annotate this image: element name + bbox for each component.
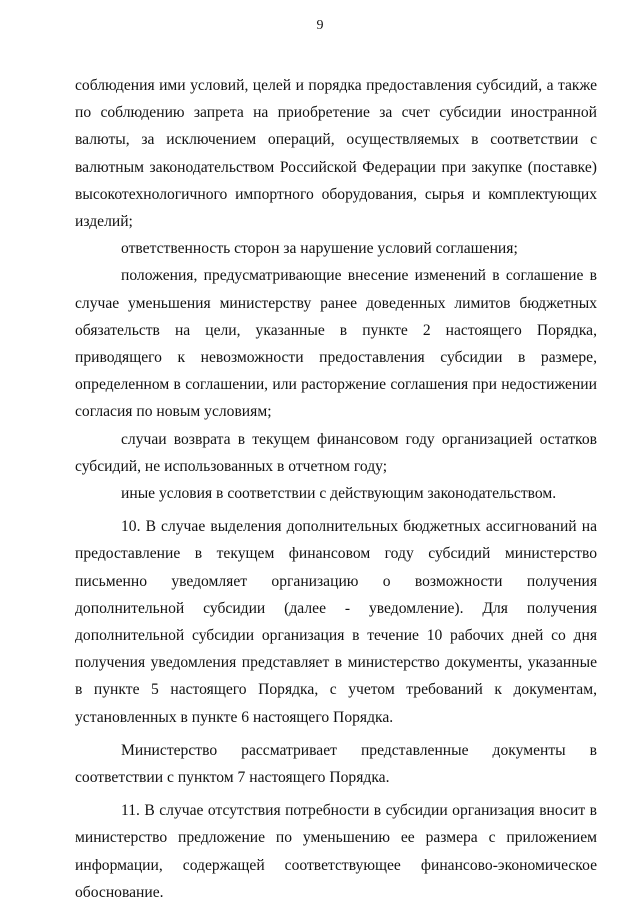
paragraph-other-conditions: иные условия в соответствии с действующим законодательством.: [121, 485, 557, 503]
paragraph-return-cases: случаи возврата в текущем финансовом году организацией остатков субсидий, не использованных в отчетном году;: [75, 430, 597, 475]
paragraph-item-10: 10. В случае выделения дополнительных бюджетных ассигнований на предоставление в текущем финансовом году субсидий министерство письменно уведомляет организацию о возможности получения дополнительной субсидии (далее - уведомление). Для получения дополнительной субсидии организация в течение 10 рабочих дней со дня получения уведомления представляет в министерство документы, указанные в пункте 5 настоящего Порядка, с учетом требований к документам, установленных в пункте 6 настоящего Порядка.: [75, 518, 597, 726]
document-body: [75, 72, 597, 906]
paragraph-responsibility: ответственность сторон за нарушение условий соглашения;: [121, 240, 518, 258]
paragraph-item-11: 11. В случае отсутствия потребности в субсидии организация вносит в министерство предложение по уменьшению ее размера с приложением информации, содержащей соответствующее финансово-экономическое обоснование.: [75, 802, 597, 901]
page-number: 9: [316, 18, 324, 33]
paragraph-agreement-conditions-cont: соблюдения ими условий, целей и порядка предоставления субсидий, а также по соблюдению запрета на приобретение за счет субсидии иностранной валюты, за исключением операций, осуществляемых в соответствии с валютным законодательством Российской Федерации при закупке (поставке) высокотехнологичного импортного оборудования, сырья и комплектующих изделий;: [75, 77, 597, 231]
paragraph-ministry-review: Министерство рассматривает представленные документы в соответствии с пунктом 7 настоящего Порядка.: [75, 741, 597, 787]
paragraph-amendment-provisions: положения, предусматривающие внесение изменений в соглашение в случае уменьшения министерству ранее доведенных лимитов бюджетных обязательств на цели, указанные в пункте 2 настоящего Порядка, приводящего к невозможности предоставления субсидии в размере, определенном в соглашении, или расторжение соглашения при недостижении согласия по новым условиям;: [75, 267, 597, 421]
